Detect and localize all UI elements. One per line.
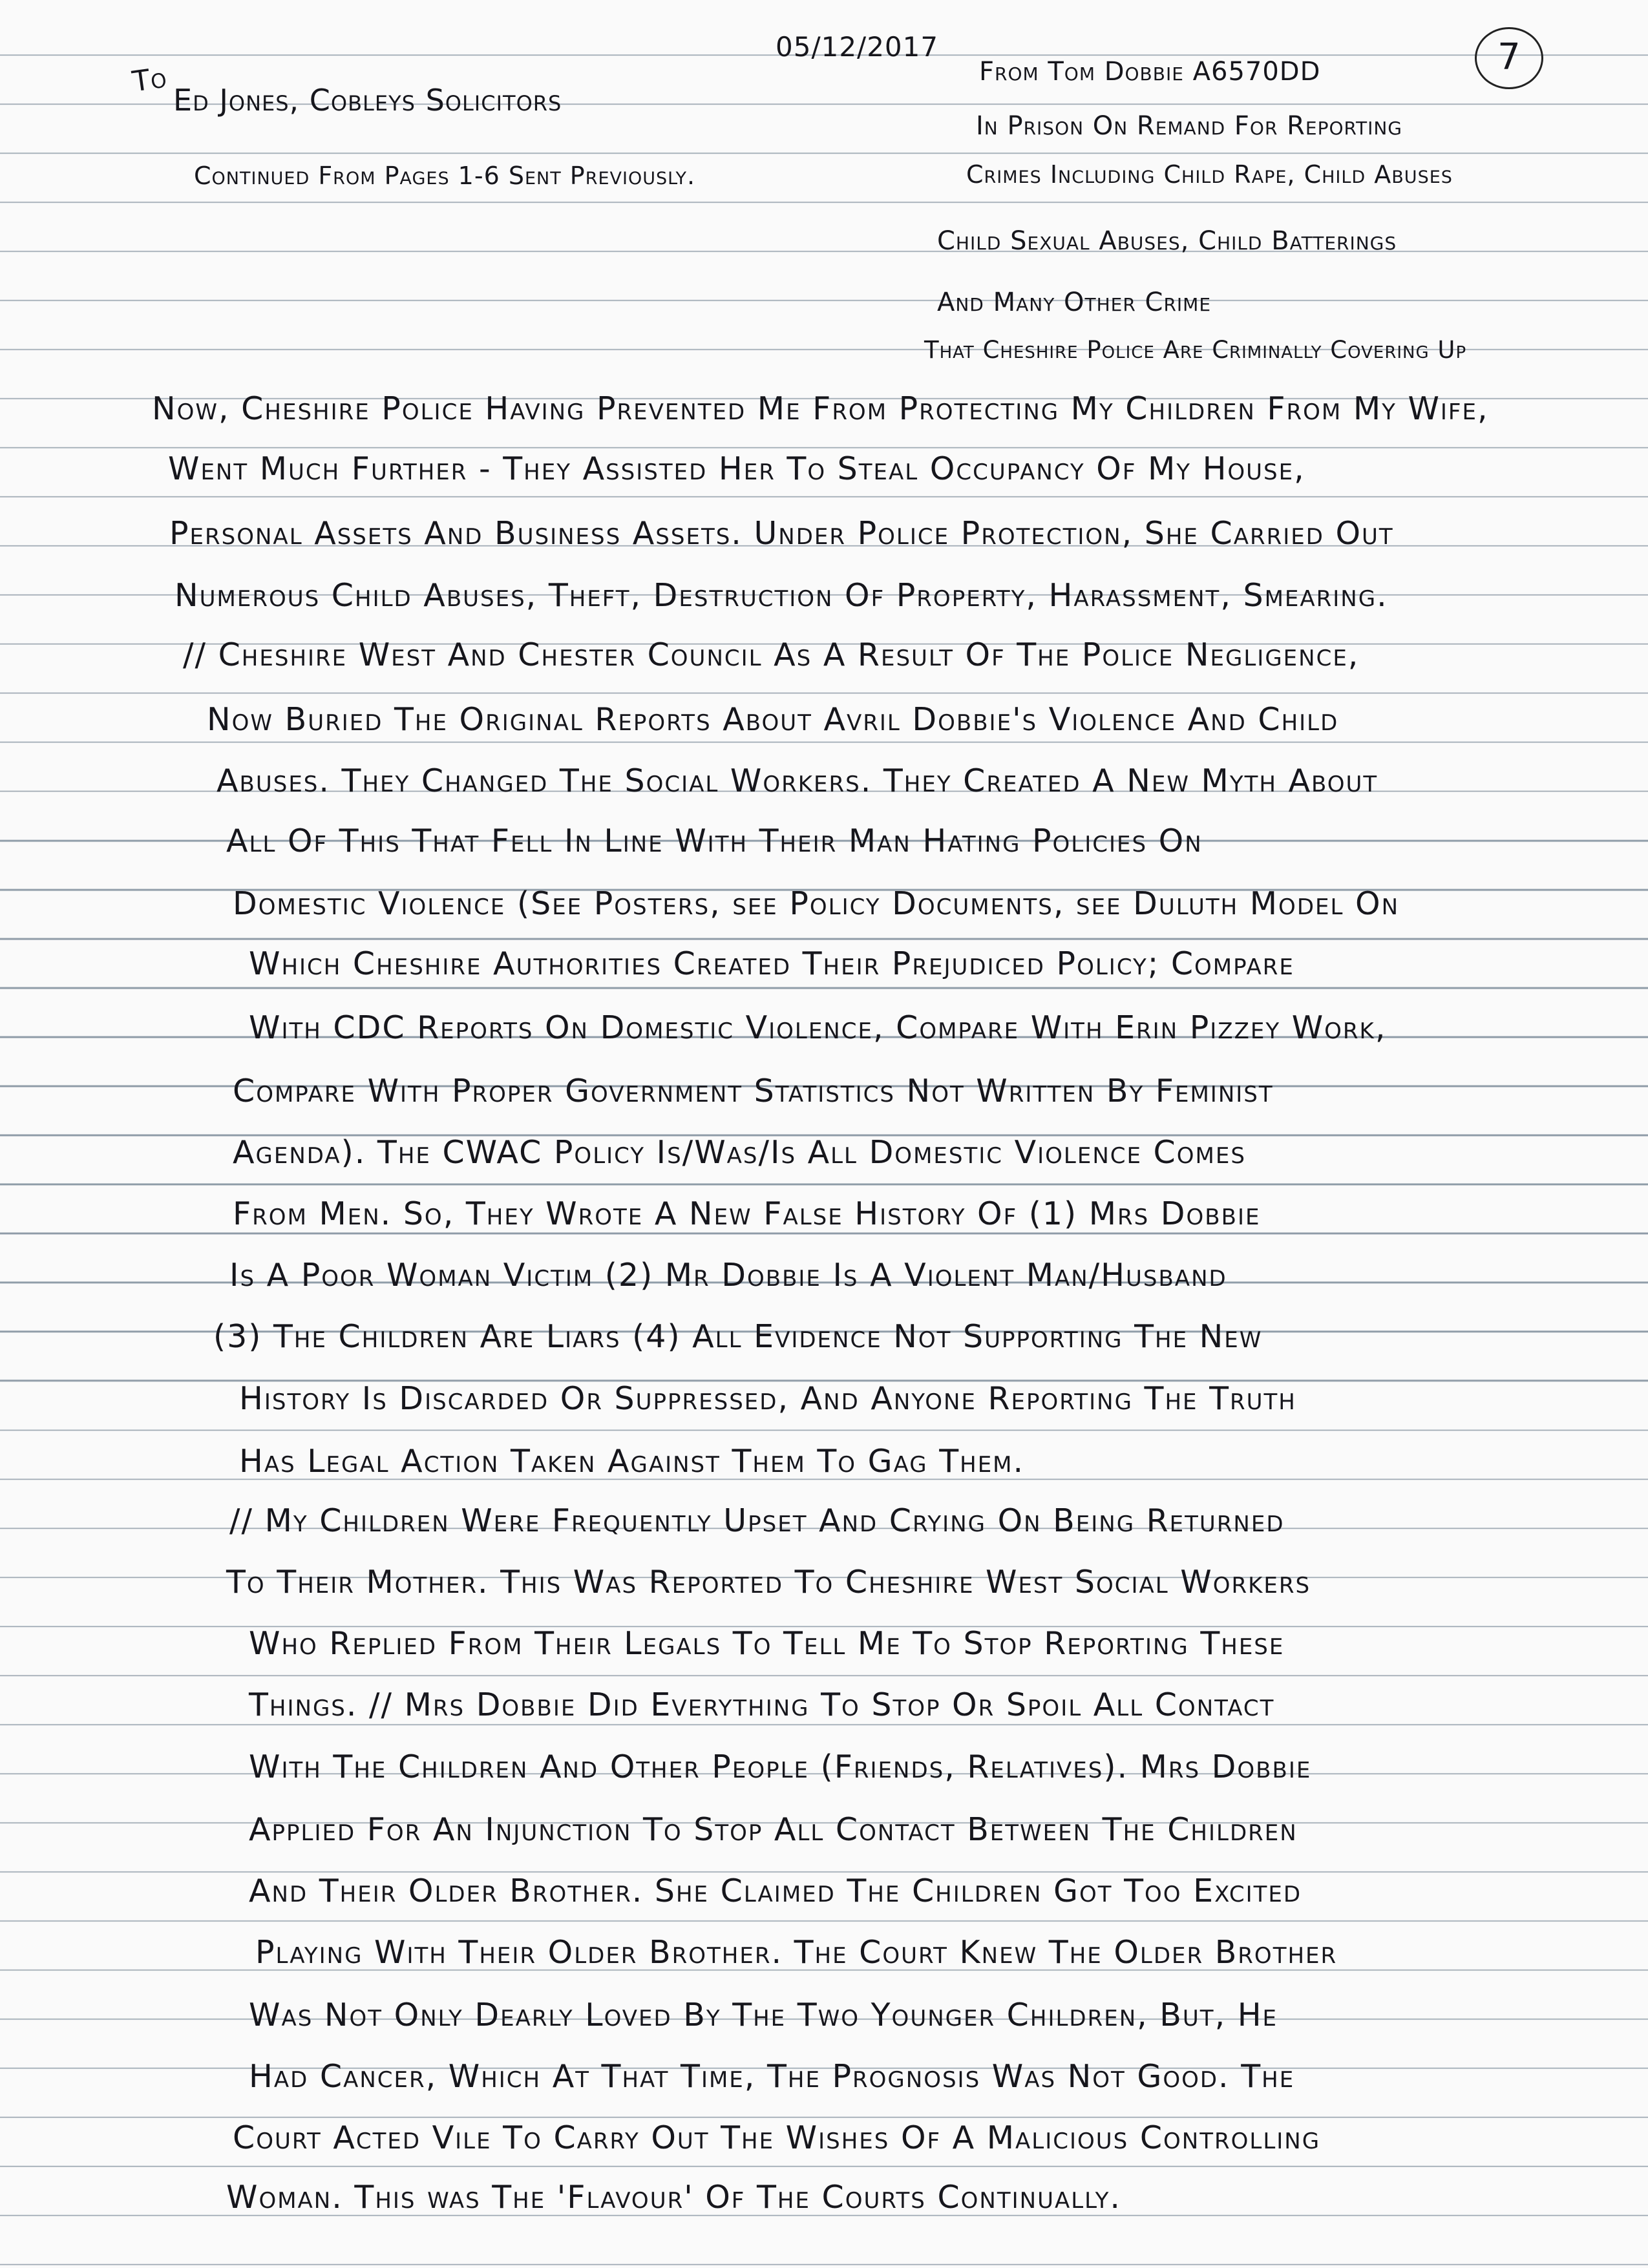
body-line: All Of This That Fell In Line With Their Man Hating Policies On [226, 823, 1203, 859]
sender-line-6: That Cheshire Police Are Criminally Covering Up [924, 336, 1467, 364]
body-line: Was Not Only Dearly Loved By The Two Younger Children, But, He [249, 1997, 1278, 2033]
letter-date: 05/12/2017 [776, 31, 939, 63]
body-line: Which Cheshire Authorities Created Their Prejudiced Policy; Compare [249, 945, 1294, 982]
body-line: Has Legal Action Taken Against Them To Gag Them. [239, 1443, 1025, 1480]
sender-line-1: From Tom Dobbie A6570DD [979, 57, 1321, 87]
body-line: // Cheshire West And Chester Council As A Result Of The Police Negligence, [183, 636, 1360, 673]
body-line: Domestic Violence (See Posters, see Policy Documents, see Duluth Model On [233, 885, 1399, 922]
sender-line-3: Crimes Including Child Rape, Child Abuses [966, 160, 1453, 189]
page-number: 7 [1475, 27, 1543, 89]
body-line: Is A Poor Woman Victim (2) Mr Dobbie Is A Violent Man/Husband [229, 1257, 1227, 1294]
body-line: Agenda). The CWAC Policy Is/Was/Is All Domestic Violence Comes [233, 1134, 1246, 1171]
body-line: Now, Cheshire Police Having Prevented Me From Protecting My Children From My Wife, [152, 390, 1489, 427]
body-line: Court Acted Vile To Carry Out The Wishes Of A Malicious Controlling [233, 2119, 1321, 2156]
body-line: Numerous Child Abuses, Theft, Destruction Of Property, Harassment, Smearing. [174, 577, 1388, 614]
body-line: History Is Discarded Or Suppressed, And Anyone Reporting The Truth [239, 1380, 1296, 1417]
body-line: Who Replied From Their Legals To Tell Me To Stop Reporting These [249, 1625, 1285, 1662]
body-line: To Their Mother. This Was Reported To Cheshire West Social Workers [226, 1564, 1311, 1601]
body-line: Woman. This was The 'Flavour' Of The Courts Continually. [226, 2179, 1121, 2216]
body-line: Applied For An Injunction To Stop All Contact Between The Children [249, 1811, 1298, 1848]
body-line: And Their Older Brother. She Claimed The Children Got Too Excited [249, 1873, 1302, 1909]
body-line: With The Children And Other People (Friends, Relatives). Mrs Dobbie [249, 1748, 1312, 1785]
body-line: Went Much Further - They Assisted Her To Steal Occupancy Of My House, [168, 450, 1305, 487]
body-line: Playing With Their Older Brother. The Court Knew The Older Brother [255, 1934, 1338, 1971]
body-line: Had Cancer, Which At That Time, The Prognosis Was Not Good. The [249, 2058, 1295, 2095]
body-line: Things. // Mrs Dobbie Did Everything To Stop Or Spoil All Contact [249, 1686, 1275, 1723]
body-line: From Men. So, They Wrote A New False History Of (1) Mrs Dobbie [233, 1195, 1261, 1232]
body-line: Compare With Proper Government Statistics Not Written By Feminist [233, 1073, 1274, 1109]
recipient-line: Ed Jones, Cobleys Solicitors [173, 83, 562, 118]
sender-line-5: And Many Other Crime [937, 288, 1212, 317]
body-line: Personal Assets And Business Assets. Under Police Protection, She Carried Out [169, 515, 1394, 552]
body-line: Now Buried The Original Reports About Avril Dobbie's Violence And Child [207, 701, 1339, 738]
sender-line-2: In Prison On Remand For Reporting [976, 111, 1402, 141]
continued-note: Continued From Pages 1-6 Sent Previously. [194, 162, 696, 190]
to-label: To [130, 61, 169, 99]
body-line: // My Children Were Frequently Upset And Crying On Being Returned [229, 1502, 1285, 1539]
body-line: Abuses. They Changed The Social Workers. They Created A New Myth About [217, 762, 1379, 799]
sender-line-4: Child Sexual Abuses, Child Batterings [937, 226, 1397, 256]
body-line: (3) The Children Are Liars (4) All Evidence Not Supporting The New [213, 1318, 1263, 1355]
body-line: With CDC Reports On Domestic Violence, Compare With Erin Pizzey Work, [249, 1009, 1387, 1046]
